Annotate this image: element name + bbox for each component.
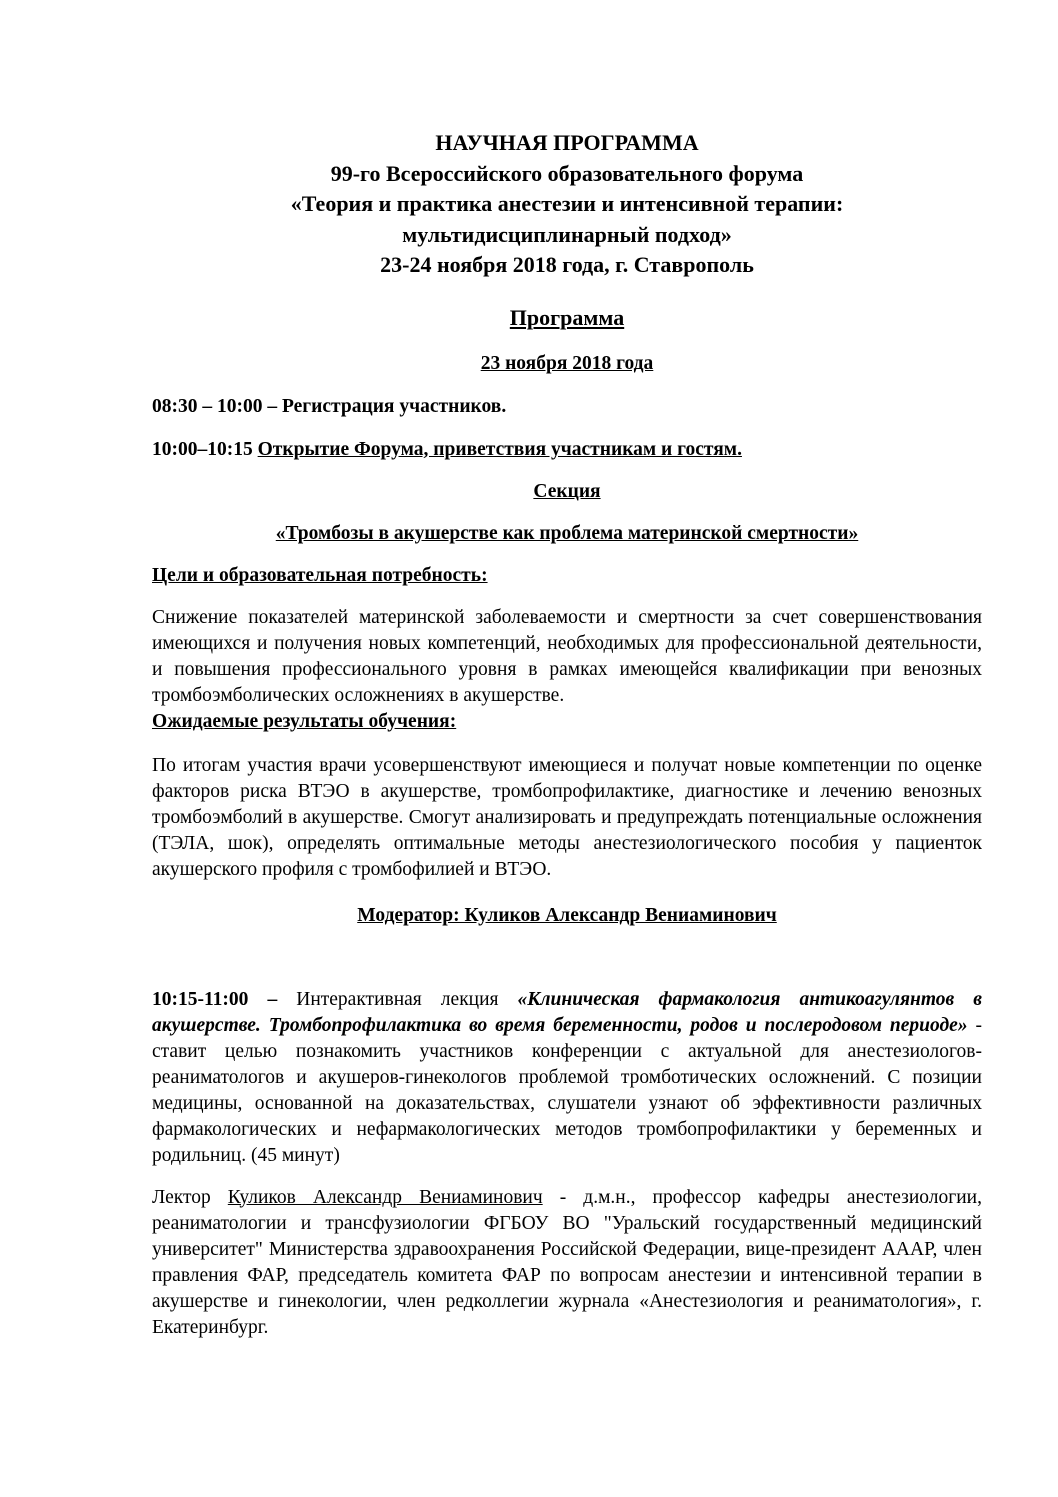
opening-text: Открытие Форума, приветствия участникам и гостям. <box>257 438 742 460</box>
goals-label: Цели и образовательная потребность: <box>152 564 488 586</box>
title-line-3: «Теория и практика анестезии и интенсивной терапии: <box>290 191 844 216</box>
lecture-time: 10:15-11:00 – <box>152 988 297 1010</box>
lecturer-prefix: Лектор <box>152 1186 228 1208</box>
title-line-1: НАУЧНАЯ ПРОГРАММА <box>435 130 699 155</box>
title-line-2: 99-го Всероссийского образовательного форума <box>330 160 804 186</box>
lecture-title: «Клиническая фармакология антикоагулянтов в акушерстве. Тромбопрофилактика во время беременности, родов и послеродовом периоде» <box>152 988 982 1036</box>
registration-item: 08:30 – 10:00 – Регистрация участников. <box>152 395 507 417</box>
opening-time: 10:00–10:15 <box>152 438 258 460</box>
goals-text: Снижение показателей материнской заболеваемости и смертности за счет совершенствования имеющихся и получения новых компетенций, необходимых для профессиональной деятельности, и повышения профессионального уровня в рамках имеющейся квалификации при венозных тромбоэмболических осложнениях в акушерстве. <box>152 606 982 706</box>
lecturer-item <box>152 1185 982 1341</box>
section-title: «Тромбозы в акушерстве как проблема материнской смертности» <box>275 522 859 544</box>
results-text: По итогам участия врачи усовершенствуют имеющиеся и получат новые компетенции по оценке факторов риска ВТЭО в акушерстве, тромбопрофилактике, диагностике и лечению венозных тромбоэмболий в акушерстве. Смогут анализировать и предупреждать потенциальные осложнения (ТЭЛА, шок), определять оптимальные методы анестезиологического пособия у пациенток акушерского профиля с тромбофилией и ВТЭО. <box>152 754 982 880</box>
program-heading: Программа <box>509 304 625 330</box>
program-date: 23 ноября 2018 года <box>480 352 654 374</box>
lecturer-bio: - д.м.н., профессор кафедры анестезиологии, реаниматологии и трансфузиологии ФГБОУ ВО "Уральский государственный медицинский университет" Министерства здравоохранения Российской Федерации, вице-президент АААР, член правления ФАР, председатель комитета ФАР по вопросам анестезии и интенсивной терапии в акушерстве и гинекологии, член редколлегии журнала «Анестезиология и реаниматология», г. Екатеринбург. <box>152 1186 982 1338</box>
lecture-item <box>152 987 982 1169</box>
moderator: Модератор: Куликов Александр Вениаминович <box>357 904 777 926</box>
title-line-4: мультидисциплинарный подход» <box>402 221 732 247</box>
results-label: Ожидаемые результаты обучения: <box>152 710 457 732</box>
document-content <box>152 128 982 1341</box>
lecture-description: - ставит целью познакомить участников конференции с актуальной для анестезиологов-реаниматологов и акушеров-гинекологов проблемой тромботических осложнений. С позиции медицины, основанной на доказательствах, слушатели узнают об эффективности различных фармакологических и нефармакологических методов тромбопрофилактики у беременных и родильниц. (45 минут) <box>152 1014 982 1166</box>
document-title <box>152 128 982 281</box>
opening-item <box>152 437 982 463</box>
lecture-type: Интерактивная лекция <box>296 988 518 1010</box>
section-label: Секция <box>533 480 601 502</box>
lecturer-name: Куликов Александр Вениаминович <box>227 1186 543 1208</box>
title-line-5: 23-24 ноября 2018 года, г. Ставрополь <box>380 252 754 277</box>
